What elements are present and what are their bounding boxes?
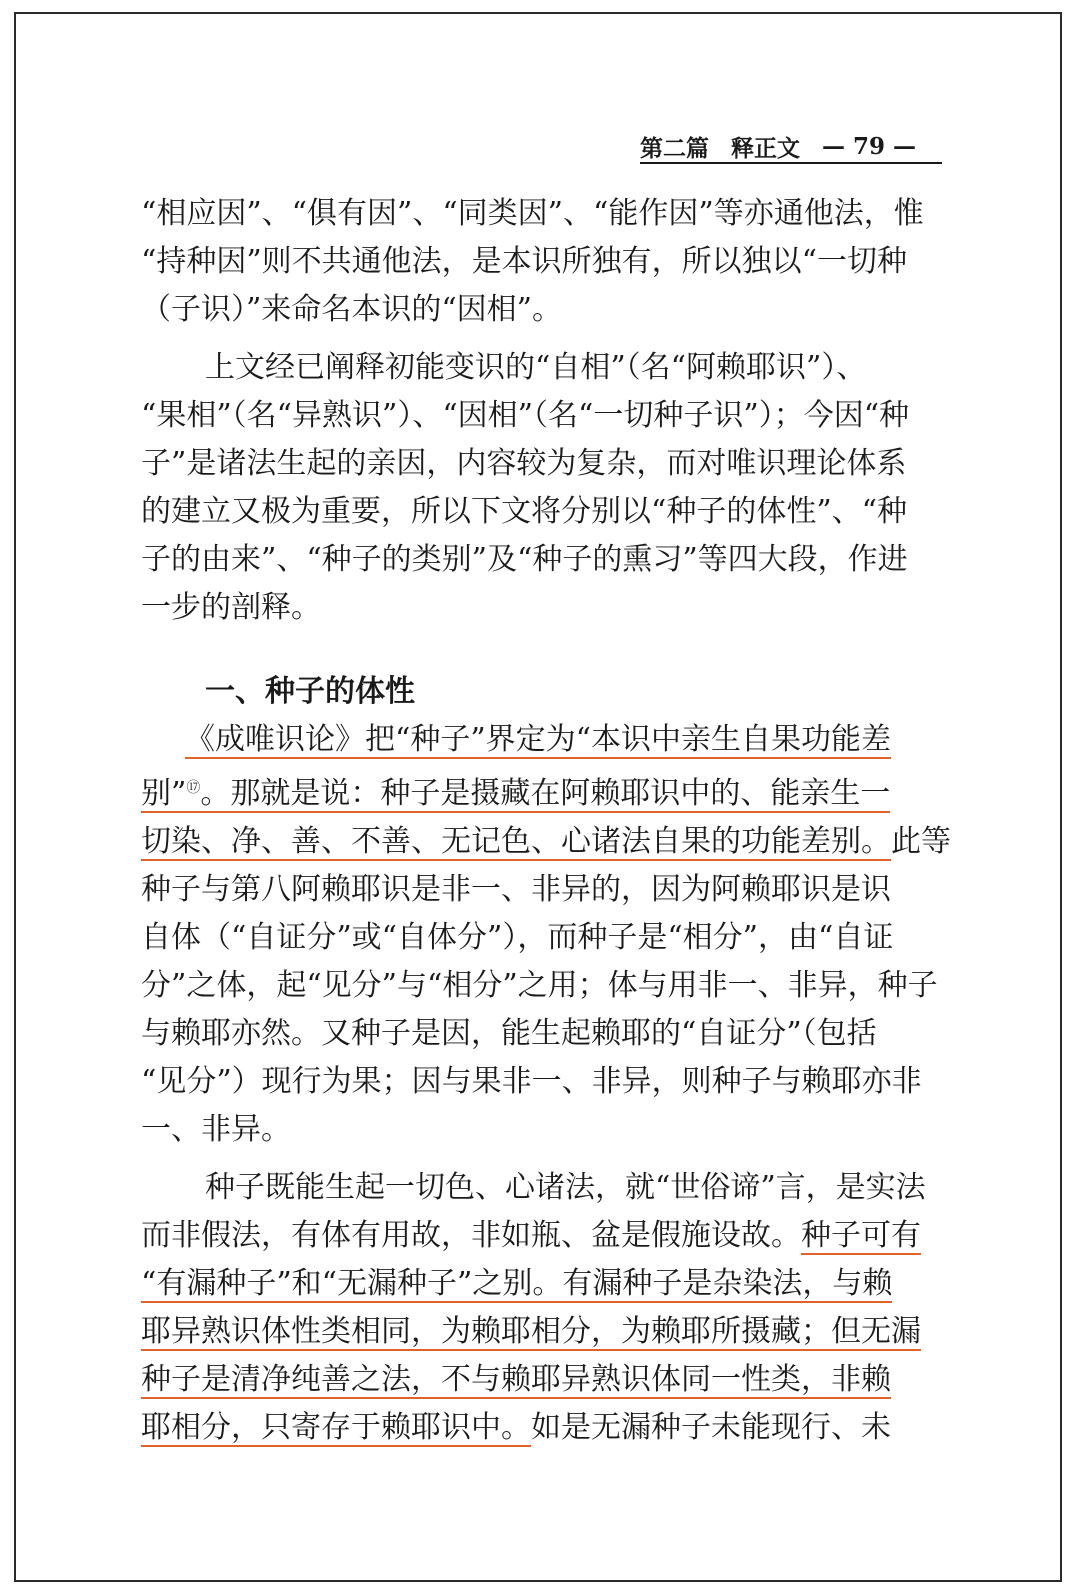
header-page-number: — 79 — [822,132,917,160]
text-fragment: 。那就是说：种子是摄藏在阿赖耶识中的、能亲生一 [200,776,891,811]
paragraph-1 [141,190,941,334]
text-line: 与赖耶亦然。又种子是因，能生起赖耶的“自证分”（包括 [141,1016,877,1051]
text-line: “相应因”、“俱有因”、“同类因”、“能作因”等亦通他法，惟 [141,196,924,231]
underlined-text: 《成唯识论》把“种子”界定为“本识中亲生自果功能差 [185,722,892,757]
text-line: 的建立又极为重要，所以下文将分别以“种子的体性”、“种 [141,494,908,529]
running-header [640,128,940,164]
text-line: 子”是诸法生起的亲因，内容较为复杂，而对唯识理论体系 [141,446,907,481]
text-fragment: 而非假法，有体有用故，非如瓶、盆是假施设故。 [141,1218,801,1253]
header-chapter: 第二篇 [640,134,709,162]
text-line: 种子与第八阿赖耶识是非一、非异的，因为阿赖耶识是识 [141,872,891,907]
paragraph-3 [141,716,951,1154]
section-heading: 一、种子的体性 [205,674,415,709]
text-fragment: 此等 [891,824,951,859]
underlined-text: 种子可有 [801,1218,921,1253]
text-line: 子的由来”、“种子的类别”及“种子的熏习”等四大段，作进 [141,542,908,577]
footnote-marker: ⑰ [186,780,201,796]
text-line: 上文经已阐释初能变识的“自相”（名“阿赖耶识”）、 [205,350,867,385]
text-line: 一、非异。 [141,1112,291,1147]
text-line: （子识）”来命名本识的“因相”。 [141,292,563,327]
text-line: “见分”）现行为果；因与果非一、非异，则种子与赖耶亦非 [141,1064,922,1099]
text-line: 自体（“自证分”或“自体分”），而种子是“相分”，由“自证 [141,920,894,955]
underlined-text: 耶异熟识体性类相同，为赖耶相分，为赖耶所摄藏；但无漏 [141,1314,921,1349]
paragraph-2 [141,344,941,632]
text-fragment: 如是无漏种子未能现行、未 [531,1410,891,1445]
underlined-text: 耶相分，只寄存于赖耶识中。 [141,1410,531,1445]
paragraph-4 [141,1164,941,1452]
text-line: “持种因”则不共通他法，是本识所独有，所以独以“一切种 [141,244,908,279]
underlined-text [141,776,890,813]
underlined-text: “有漏种子”和“无漏种子”之别。有漏种子是杂染法，与赖 [141,1266,893,1301]
underlined-text: 切染、净、善、不善、无记色、心诸法自果的功能差别。 [141,824,891,859]
text-fragment: 别” [141,776,187,811]
header-rule [640,162,942,164]
header-section: 释正文 [731,134,800,162]
text-line: “果相”（名“异熟识”）、“因相”（名“一切种子识”）；今因“种 [141,398,910,433]
text-line: 种子既能生起一切色、心诸法，就“世俗谛”言，是实法 [205,1170,926,1205]
underlined-text: 种子是清净纯善之法，不与赖耶异熟识体同一性类，非赖 [141,1362,891,1397]
body-text [141,190,951,1452]
text-line: 一步的剖释。 [141,590,321,625]
text-line: 分”之体，起“见分”与“相分”之用；体与用非一、非异，种子 [141,968,938,1003]
